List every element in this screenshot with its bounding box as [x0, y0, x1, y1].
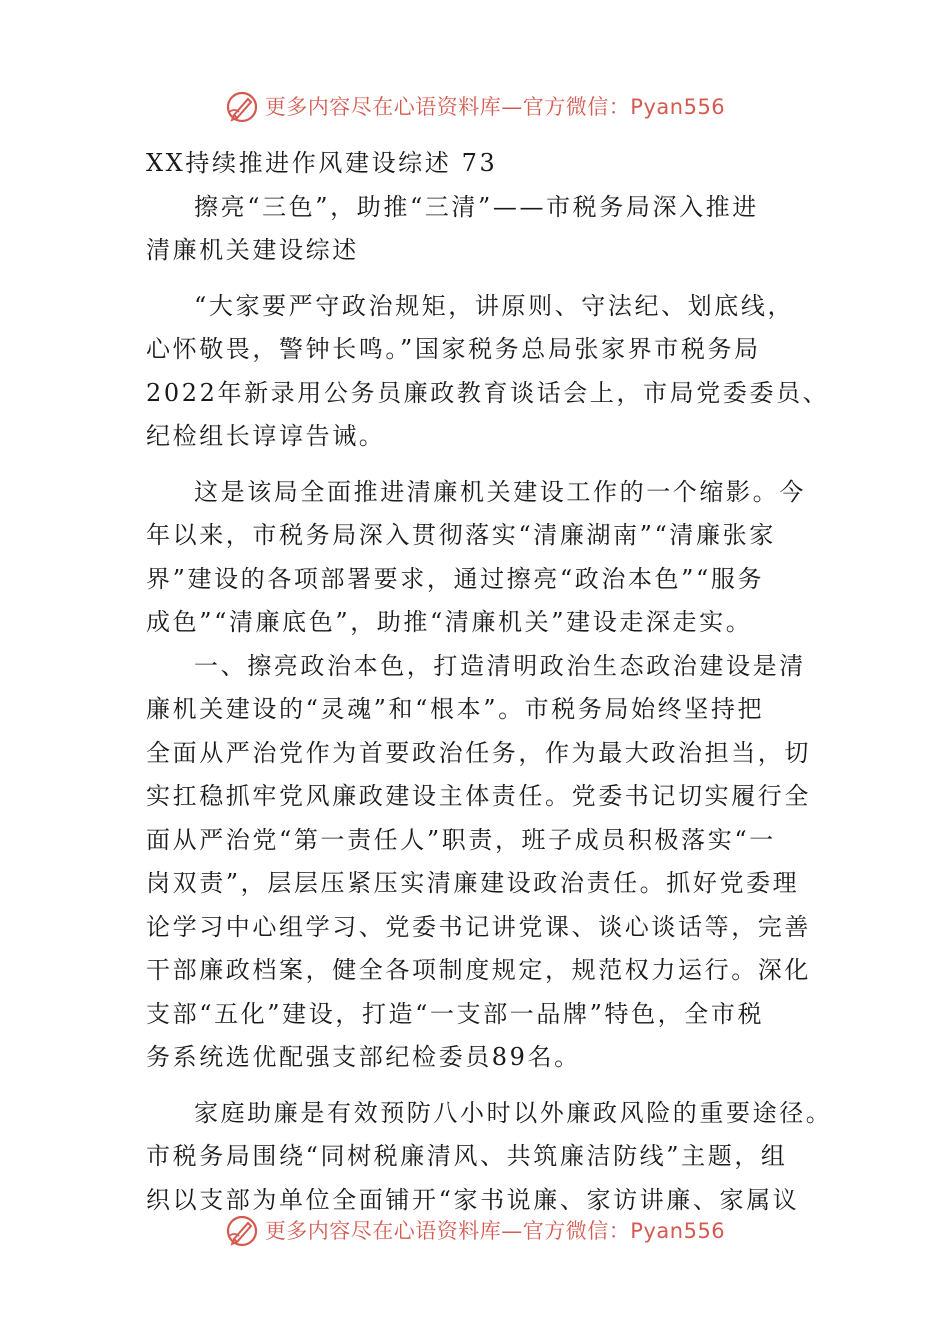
text-line: 市税务局围绕“同树税廉清风、共筑廉洁防线”主题，组: [146, 1142, 788, 1170]
text-line: 一、擦亮政治本色，打造清明政治生态政治建设是清: [194, 651, 806, 680]
text-line: 界”建设的各项部署要求，通过擦亮“政治本色”“服务: [146, 564, 765, 593]
text-line: 廉机关建设的“灵魂”和“根本”。市税务局始终坚持把: [146, 695, 765, 723]
text-line: 家庭助廉是有效预防八小时以外廉政风险的重要途径。: [194, 1098, 833, 1127]
text-line: 面从严治党“第一责任人”职责，班子成员积极落实“一: [146, 825, 776, 854]
paragraph-4: [146, 1092, 833, 1223]
text-line: 纪检组长谆谆告诫。: [146, 422, 386, 450]
paragraph-2: [146, 471, 806, 645]
text-line: 2022年新录用公务员廉政教育谈话会上，市局党委委员、: [146, 378, 830, 407]
text-line: 年以来，市税务局深入贯彻落实“清廉湖南”“清廉张家: [146, 521, 776, 549]
text-line: “大家要严守政治规矩，讲原则、守法纪、划底线，: [194, 291, 795, 320]
watermark-top: [0, 90, 950, 124]
text-line: 心怀敬畏，警钟长鸣。”国家税务总局张家界市税务局: [146, 335, 761, 363]
watermark-text: 更多内容尽在心语资料库—官方微信：Pyan556: [264, 1218, 726, 1243]
subtitle-line: 擦亮“三色”，助推“三清”——市税务局深入推进: [194, 192, 759, 221]
text-line: 织以支部为单位全面铺开“家书说廉、家访讲廉、家属议: [146, 1185, 800, 1214]
document-heading: XX持续推进作风建设综述 73: [146, 149, 498, 177]
text-line: 干部廉政档案，健全各项制度规定，规范权力运行。深化: [146, 956, 811, 984]
watermark-bottom: [0, 1214, 950, 1248]
text-line: 论学习中心组学习、党委书记讲党课、谈心谈话等，完善: [146, 912, 811, 941]
document-body: [146, 142, 833, 1222]
watermark-text: 更多内容尽在心语资料库—官方微信：Pyan556: [264, 94, 726, 119]
text-line: 岗双责”，层层压紧压实清廉建设政治责任。抓好党委理: [146, 869, 800, 897]
text-line: 实扛稳抓牢党风廉政建设主体责任。党委书记切实履行全: [146, 782, 811, 810]
text-line: 支部“五化”建设，打造“一支部一品牌”特色，全市税: [146, 999, 765, 1028]
paragraph-3: [146, 645, 811, 1080]
text-line: 全面从严治党作为首要政治任务，作为最大政治担当，切: [146, 738, 811, 767]
paragraph-1: [146, 285, 830, 459]
text-line: 务系统选优配强支部纪检委员89名。: [146, 1043, 581, 1071]
subtitle-line: 清廉机关建设综述: [146, 236, 359, 264]
pen-logo-icon: [225, 1214, 259, 1248]
text-line: 这是该局全面推进清廉机关建设工作的一个缩影。今: [194, 477, 806, 506]
text-line: 成色”“清廉底色”，助推“清廉机关”建设走深走实。: [146, 608, 753, 636]
pen-logo-icon: [225, 90, 259, 124]
